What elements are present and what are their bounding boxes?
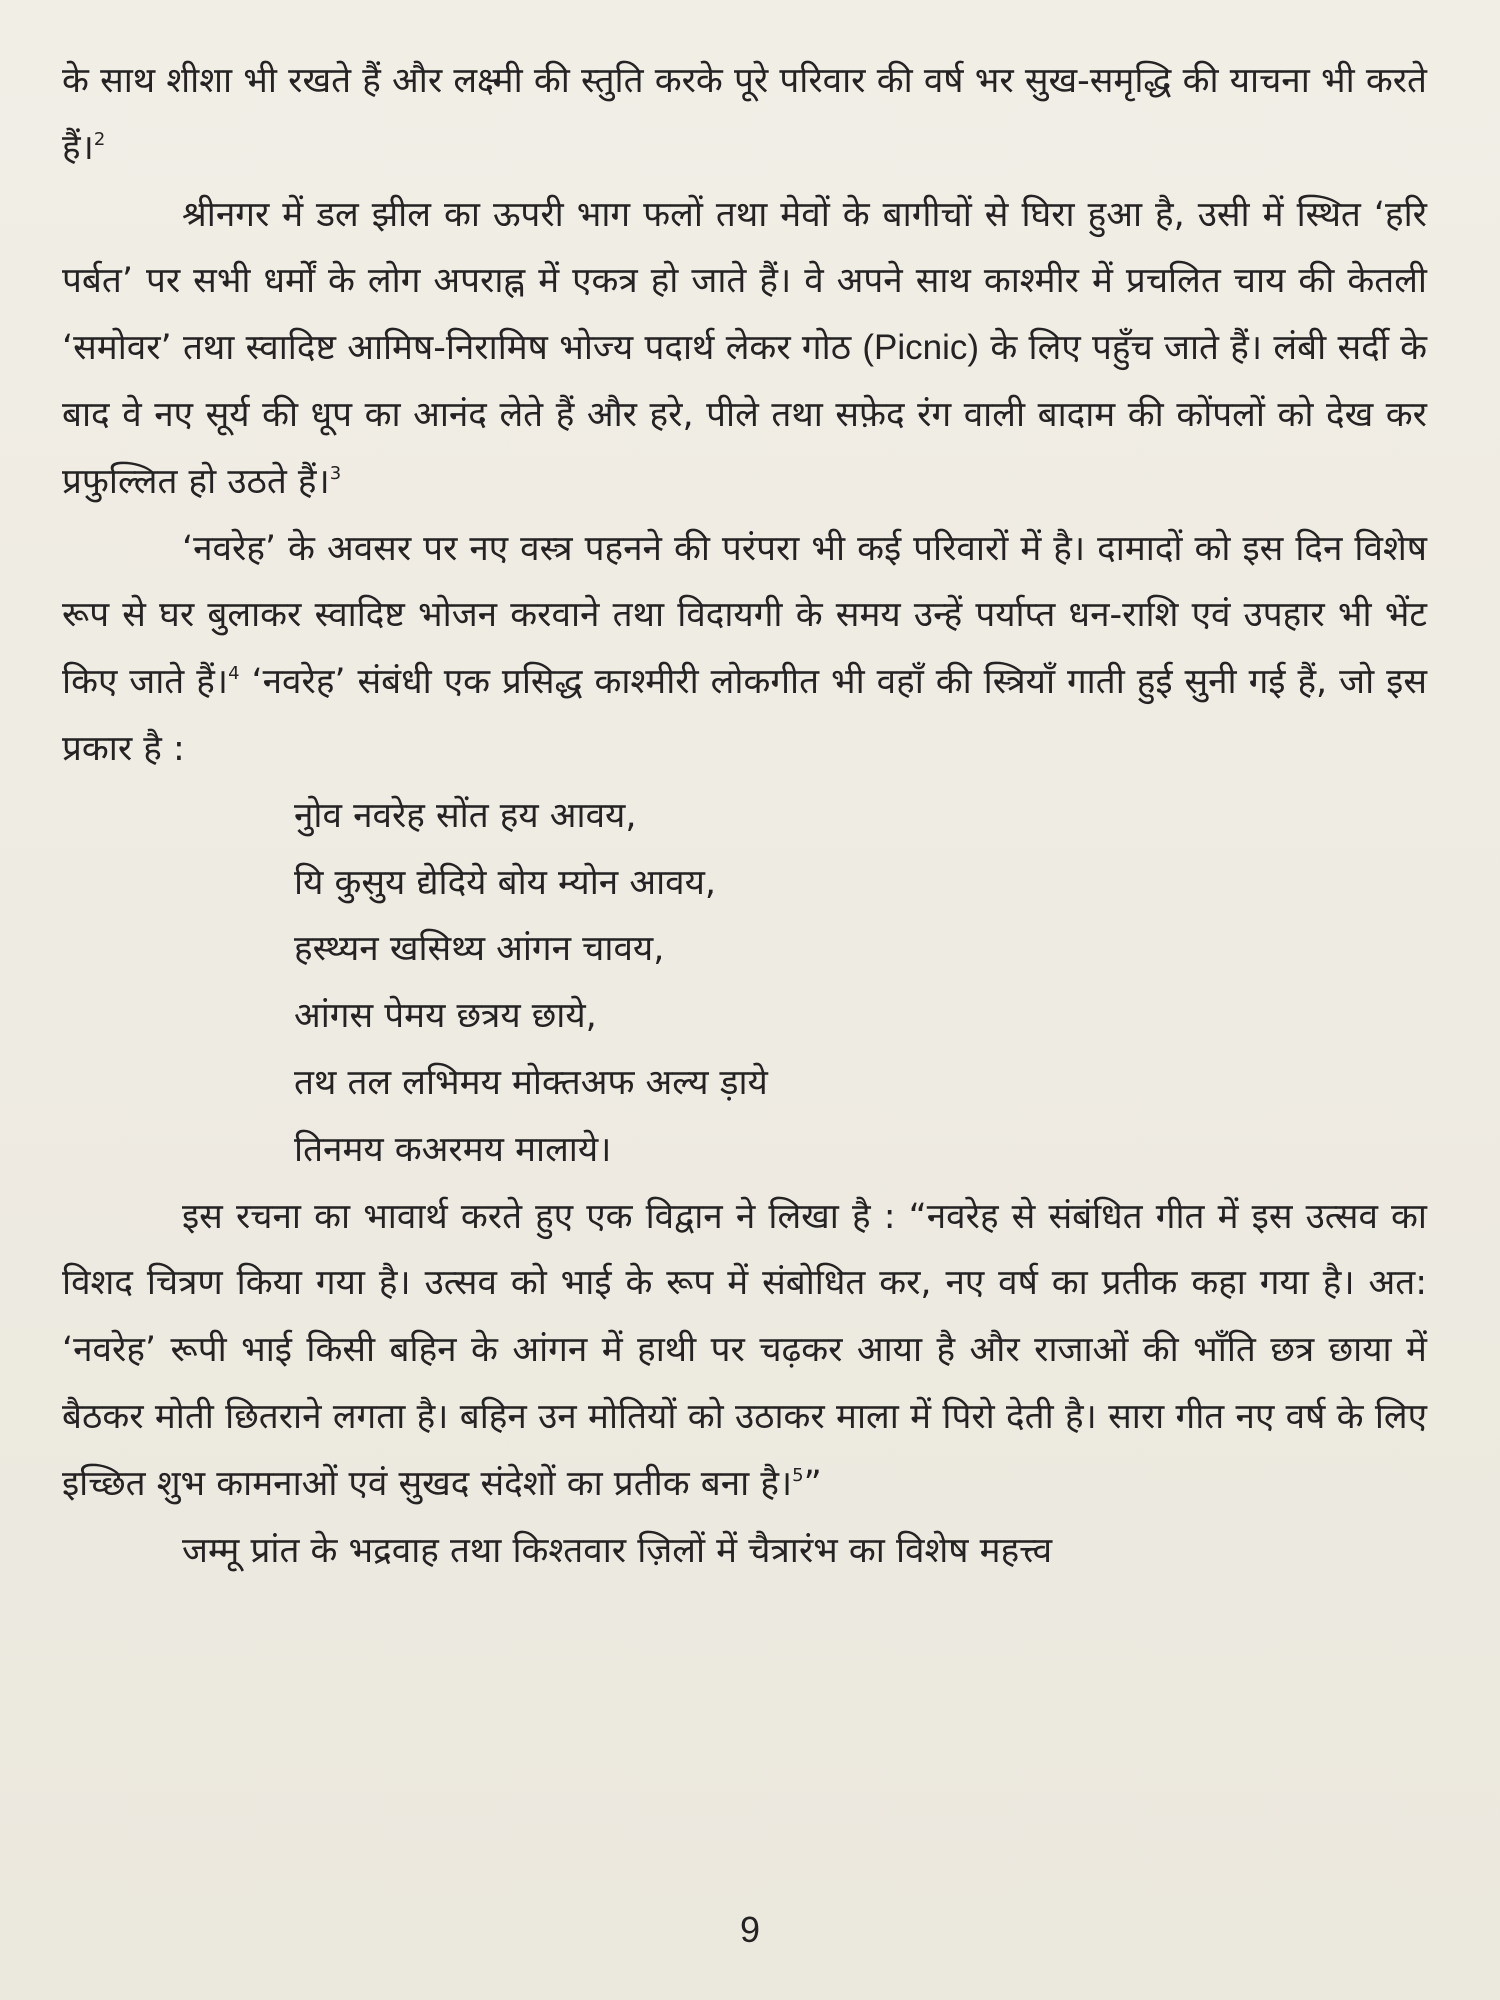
- closing-quote: ”: [803, 1463, 822, 1504]
- page-number: 9: [739, 1909, 761, 1950]
- paragraph-text: ‘नवरेह’ संबंधी एक प्रसिद्ध काश्मीरी लोकगीत भी वहाँ की स्त्रियाँ गाती हुई सुनी गई हैं, जो इस प्रकार है :: [62, 662, 1427, 769]
- paragraph-jammu: [62, 1518, 1427, 1585]
- latin-term: (Picnic): [862, 328, 980, 368]
- verse-line: तिनमय कअरमय मालाये।: [294, 1129, 612, 1170]
- verse-line: आंगस पेमय छत्रय छाये,: [294, 996, 597, 1037]
- verse-line: यि कुसुय द्येदिये बोय म्योन आवय,: [294, 862, 717, 903]
- folk-song-verse: [62, 783, 1427, 1184]
- paragraph-srinagar: [62, 182, 1427, 516]
- verse-line: तथ तल लभिमय मोक्तअफ अल्य ड़ाये: [294, 1062, 768, 1103]
- paragraph-interpretation: [62, 1184, 1427, 1518]
- paragraph-text: के लिए पहुँच जाते हैं। लंबी सर्दी के बाद वे नए सूर्य की धूप का आनंद लेते हैं और हरे, पीले तथा सफ़ेद रंग वाली बादाम की कोंपलों को देख कर प्रफुल्लित हो उठते हैं।: [62, 328, 1427, 502]
- paragraph-continuation: [62, 48, 1427, 182]
- paragraph-text: के साथ शीशा भी रखते हैं और लक्ष्मी की स्तुति करके पूरे परिवार की वर्ष भर सुख-समृद्धि की याचना भी करते हैं।: [62, 61, 1427, 168]
- paragraph-text: जम्मू प्रांत के भद्रवाह तथा किश्तवार ज़िलों में चैत्रारंभ का विशेष महत्त्व: [182, 1530, 1053, 1571]
- verse-line: नुोव नवरेह सोंत हय आवय,: [294, 795, 637, 836]
- footnote-ref: 2: [93, 128, 106, 150]
- paragraph-navreh-customs: [62, 516, 1427, 783]
- paragraph-text: ‘नवरेह’ के अवसर पर नए वस्त्र पहनने की परंपरा भी कई परिवारों में है। दामादों को इस दिन विशेष रूप से घर बुलाकर स्वादिष्ट भोजन करवाने तथा विदायगी के समय उन्हें पर्याप्त धन-राशि एवं उपहार भी भेंट किए जाते हैं।: [62, 528, 1427, 703]
- paragraph-text: इस रचना का भावार्थ करते हुए एक विद्वान ने लिखा है : “नवरेह से संबंधित गीत में इस उत्सव का विशद चित्रण किया गया है। उत्सव को भाई के रूप में संबोधित कर, नए वर्ष का प्रतीक कहा गया है। अत: ‘नवरेह’ रूपी भाई किसी बहिन के आंगन में हाथी पर चढ़कर आया है और राजाओं की भाँति छत्र छाया में बैठकर मोती छितराने लगता है। बहिन उन मोतियों को उठाकर माला में पिरो देती है। सारा गीत नए वर्ष के लिए इच्छित शुभ कामनाओं एवं सुखद संदेशों का प्रतीक बना है।: [62, 1196, 1427, 1504]
- footnote-ref: 3: [329, 462, 342, 484]
- verse-line: हस्थ्यन खसिथ्य आंगन चावय,: [294, 929, 665, 970]
- paragraph-text: श्रीनगर में डल झील का ऊपरी भाग फलों तथा मेवों के बागीचों से घिरा हुआ है, उसी में स्थित ‘हरि पर्बत’ पर सभी धर्मों के लोग अपराह्न में एकत्र हो जाते हैं। वे अपने साथ काश्मीर में प्रचलित चाय की केतली ‘समोवर’ तथा स्वादिष्ट आमिष-निरामिष भोज्य पदार्थ लेकर गोठ: [62, 194, 1427, 369]
- footnote-ref: 4: [228, 663, 240, 685]
- footnote-ref: 5: [792, 1464, 804, 1486]
- page-body: [62, 48, 1427, 1584]
